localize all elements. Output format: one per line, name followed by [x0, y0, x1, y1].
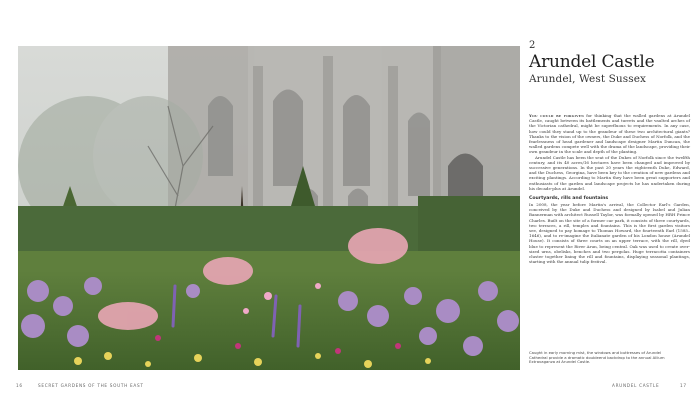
paragraph-1	[529, 113, 690, 155]
section-heading: Courtyards, rills and fountains	[529, 196, 609, 202]
body-text	[529, 113, 690, 264]
lead-in: You could be forgiven	[529, 113, 585, 118]
paragraph-2: Arundel Castle has been the seat of the Dukes of Norfolk since the twelfth century, and its 40 acres/16 hectares have been changed and improved by successive generations. In the past 20 years the eighteenth Duke, Edward, and the Duchess, Georgina, have been key to the creation of new gardens and exciting plantings. According to Martin they have been great supporters and enthusiasts of the garden and landscape projects he has undertaken during his decade-plus at Arundel.	[529, 154, 690, 191]
chapter-number: 2	[529, 40, 536, 51]
garden-photo	[18, 46, 520, 370]
cathedral-garden-illustration	[18, 46, 520, 370]
paragraph-3: In 2008, the year before Martin's arrival, the Collector Earl's Garden, conceived by the Duke and Duchess and designed by Isabel and Julian Bannerman with architect Russell Taylor, was formally opened by HRH Prince Charles. Built on the site of a former car park, it consists of three courtyards, two terraces, a rill, temples and fountains. This is the first garden visitors see, designed to pay homage to Thomas Howard, the fourteenth Earl (1585–1646), and to re-imagine the Italianate garden of his London house (Arundel House). It consists of three courts on an upper terrace, with the rill, dyed blue to represent the River Arun, being central. Oak was used to create over-sized urns, obelisks, benches and two pergolas. Huge terracotta containers cluster together lining the rill and fountains, displaying seasonal plantings, starting with the annual tulip festival.	[529, 202, 690, 265]
chapter-title: Arundel Castle	[529, 52, 655, 72]
photo-caption: Caught in early morning mist, the windows and buttresses of Arundel Cathedral provide a dramatic doubleend backdrop to the annual Allium Extravaganza at Arundel Castle.	[529, 350, 665, 365]
right-running-head: ARUNDEL CASTLE	[612, 383, 660, 388]
left-running-head: SECRET GARDENS OF THE SOUTH EAST	[38, 383, 144, 388]
right-page-number: 17	[680, 383, 687, 388]
text-column	[529, 40, 690, 264]
chapter-subtitle: Arundel, West Sussex	[529, 73, 647, 85]
left-page-number: 16	[16, 383, 23, 388]
paragraph-1-text: for thinking that the walled gardens at Arundel Castle, caught between its battlements and turrets and the vaulted arches of the Victorian cathedral, might be superfluous to requirements. In any case, how could they stand up to the grandeur of these two architectural giants? Thanks to the vision of the owners, the Duke and Duchess of Norfolk, and the fearlessness of head gardener and landscape designer Martin Duncan, the walled gardens compete well with the drama of the landscape, providing their own grandeur in the scale and depth of the planting.	[529, 113, 690, 155]
